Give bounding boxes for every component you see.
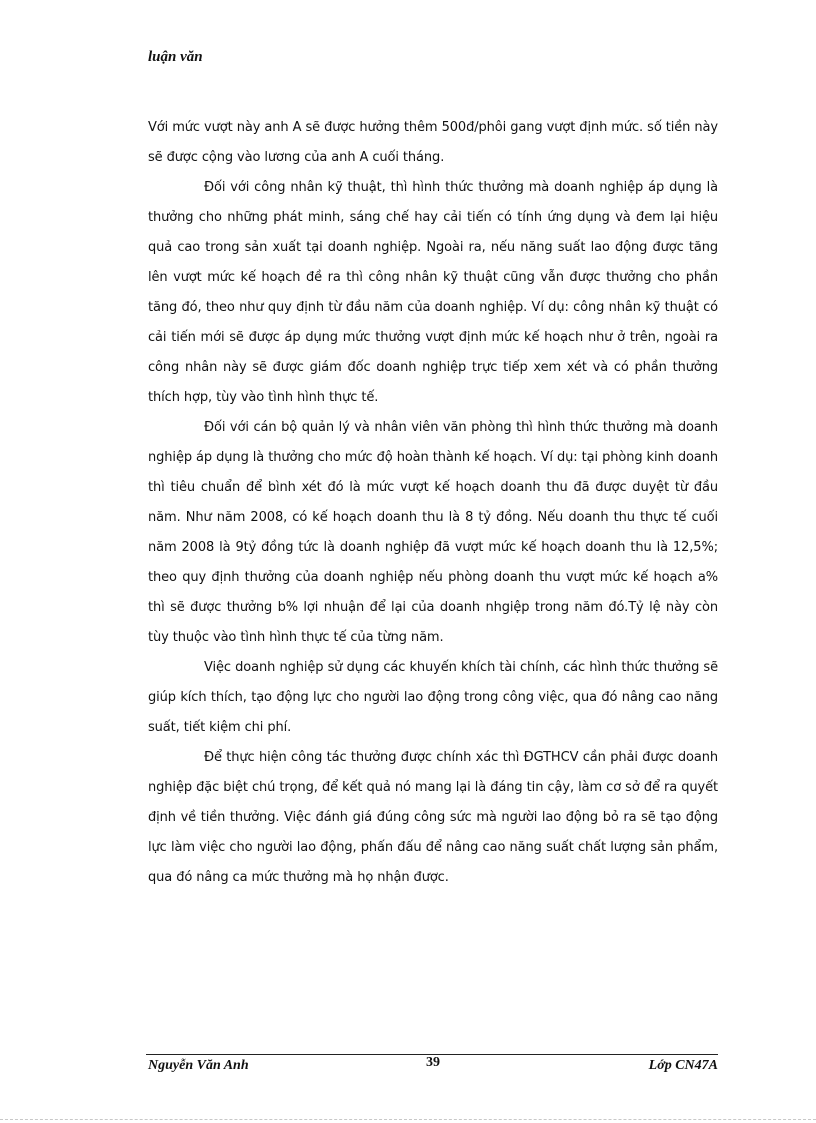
- paragraph: Để thực hiện công tác thưởng được chính xác thì ĐGTHCV cần phải được doanh nghiệp đặc biệt chú trọng, để kết quả nó mang lại là đáng tin cậy, làm cơ sở để ra quyết định về tiền thưởng. Việc đánh giá đúng công sức mà người lao động bỏ ra sẽ tạo động lực làm việc cho người lao động, phấn đấu để nâng cao năng suất chất lượng sản phẩm, qua đó nâng ca mức thưởng mà họ nhận được.: [148, 750, 718, 885]
- page-footer: [148, 1055, 718, 1080]
- footer-author: Nguyễn Văn Anh: [148, 1058, 249, 1073]
- paragraph: Với mức vượt này anh A sẽ được hưởng thêm 500đ/phôi gang vượt định mức. số tiền này sẽ được cộng vào lương của anh A cuối tháng.: [148, 120, 718, 165]
- paragraph: Đối với cán bộ quản lý và nhân viên văn phòng thì hình thức thưởng mà doanh nghiệp áp dụng là thưởng cho mức độ hoàn thành kế hoạch. Ví dụ: tại phòng kinh doanh thì tiêu chuẩn để bình xét đó là mức vượt kế hoạch doanh thu đã được duyệt từ đầu năm. Như năm 2008, có kế hoạch doanh thu là 8 tỷ đồng. Nếu doanh thu thực tế cuối năm 2008 là 9tỷ đồng tức là doanh nghiệp đã vượt mức kế hoạch doanh thu là 12,5%; theo quy định thưởng của doanh nghiệp nếu phòng doanh thu vượt mức kế hoạch a% thì sẽ được thưởng b% lợi nhuận để lại của doanh nhgiệp trong năm đó.Tỷ lệ này còn tùy thuộc vào tình hình thực tế của từng năm.: [148, 420, 718, 645]
- paragraph: Đối với công nhân kỹ thuật, thì hình thức thưởng mà doanh nghiệp áp dụng là thưởng cho những phát minh, sáng chế hay cải tiến có tính ứng dụng và đem lại hiệu quả cao trong sản xuất tại doanh nghiệp. Ngoài ra, nếu năng suất lao động được tăng lên vượt mức kế hoạch đề ra thì công nhân kỹ thuật cũng vẫn được thưởng cho phần tăng đó, theo như quy định từ đầu năm của doanh nghiệp. Ví dụ: công nhân kỹ thuật có cải tiến mới sẽ được áp dụng mức thưởng vượt định mức kế hoạch như ở trên, ngoài ra công nhân này sẽ được giám đốc doanh nghiệp trực tiếp xem xét và có phần thưởng thích hợp, tùy vào tình hình thực tế.: [148, 180, 718, 405]
- paragraph: Việc doanh nghiệp sử dụng các khuyến khích tài chính, các hình thức thưởng sẽ giúp kích thích, tạo động lực cho người lao động trong công việc, qua đó nâng cao năng suất, tiết kiệm chi phí.: [148, 660, 718, 735]
- footer-class-name: Lớp CN47A: [648, 1058, 718, 1073]
- page-boundary: [0, 1119, 816, 1120]
- page-number: 39: [426, 1055, 440, 1070]
- document-body: [148, 113, 718, 893]
- page-header-title: luận văn: [148, 49, 203, 65]
